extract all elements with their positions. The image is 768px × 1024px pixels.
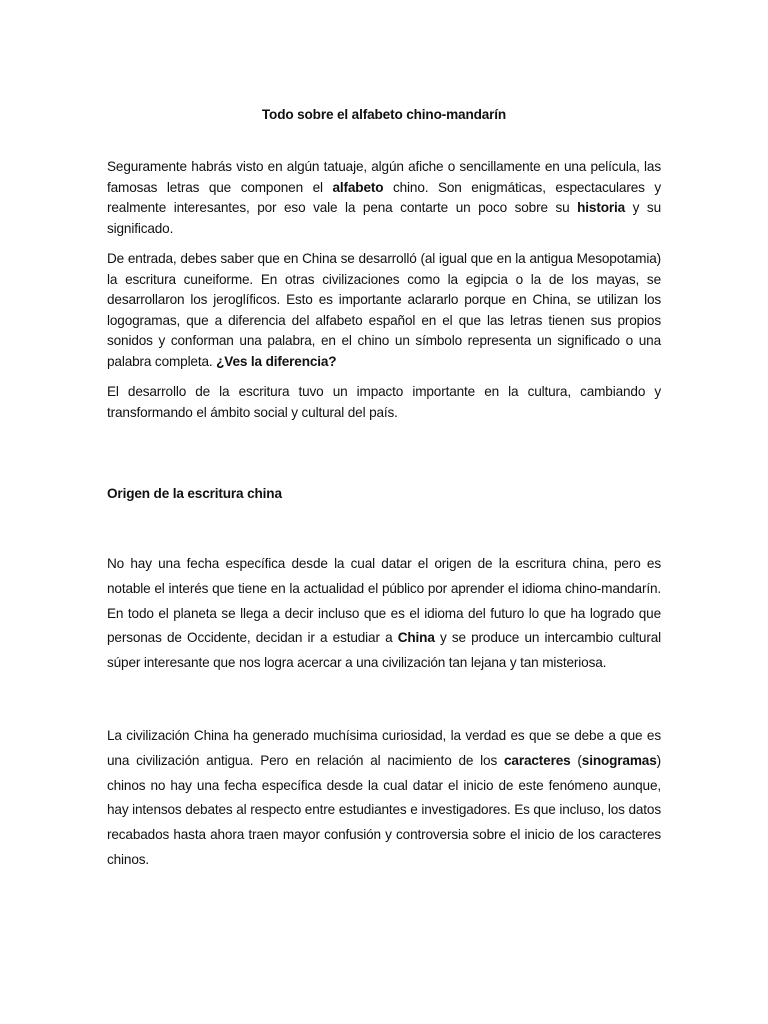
bold-term-alfabeto: alfabeto <box>332 179 384 195</box>
section-paragraph-1 <box>107 552 661 676</box>
document-title: Todo sobre el alfabeto chino-mandarín <box>261 107 507 122</box>
text-run: De entrada, debes saber que en China se desarrolló (al igual que en la antigua Mesopotamia) la escritura cuneiforme. En otras civilizaciones como la egipcia o la de los mayas, se desarrollaron los jeroglíficos. Esto es importante aclararlo porque en China, se utilizan los logogramas, que a diferencia del alfabeto español en el que las letras tienen sus propios sonidos y conforman una palabra, en el chino un símbolo representa un significado o una palabra completa. <box>107 251 661 369</box>
text-run: y su significado. <box>107 200 661 236</box>
text-run: ) chinos no hay una fecha específica desde la cual datar el inicio de este fenómeno aunque, hay intensos debates al respecto entre estudiantes e investigadores. Es que incluso, los datos recabados hasta ahora traen mayor confusión y controversia sobre el inicio de los caracteres chinos. <box>107 752 661 867</box>
intro-paragraph-1 <box>107 157 661 239</box>
text-run: ( <box>570 752 582 768</box>
intro-paragraph-3: El desarrollo de la escritura tuvo un impacto importante en la cultura, cambiando y transformando el ámbito social y cultural del país. <box>107 384 661 420</box>
text-run: La civilización China ha generado muchísima curiosidad, la verdad es que se debe a que es una civilización antigua. Pero en relación al nacimiento de los <box>107 728 661 768</box>
bold-term-china: China <box>397 630 435 646</box>
text-run: chino. Son enigmáticas, espectaculares y realmente interesantes, por eso vale la pena contarte un poco sobre su <box>107 179 661 215</box>
text-run: No hay una fecha específica desde la cual datar el origen de la escritura china, pero es notable el interés que tiene en la actualidad el público por aprender el idioma chino-mandarín. En todo el planeta se llega a decir incluso que es el idioma del futuro lo que ha logrado que personas de Occidente, decidan ir a estudiar a <box>107 556 661 646</box>
bold-term-sinogramas: sinogramas <box>581 752 657 768</box>
text-run: y se produce un intercambio cultural súper interesante que nos logra acercar a una civilización tan lejana y tan misteriosa. <box>107 630 661 671</box>
section-heading: Origen de la escritura china <box>107 486 282 501</box>
bold-term-historia: historia <box>577 200 626 215</box>
text-run: Seguramente habrás visto en algún tatuaje, algún afiche o sencillamente en una película, las famosas letras que componen el <box>107 159 661 195</box>
section-paragraph-2 <box>107 724 661 873</box>
intro-paragraph-2 <box>107 249 661 372</box>
bold-term-caracteres: caracteres <box>504 752 571 768</box>
bold-question: ¿Ves la diferencia? <box>216 353 337 369</box>
